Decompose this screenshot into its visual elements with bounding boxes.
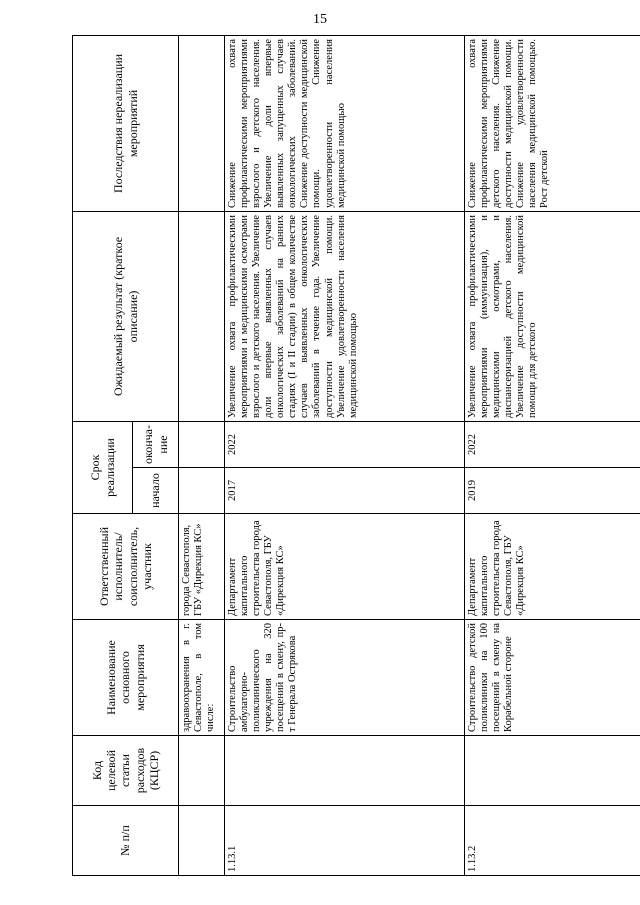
row-num: 1.13.2	[465, 806, 640, 876]
program-measures-table	[72, 35, 640, 876]
row-kcsr	[465, 736, 640, 806]
table-row	[465, 35, 640, 875]
row-num	[179, 806, 225, 876]
row-result	[179, 211, 225, 421]
header-period: Срок реализации	[73, 421, 133, 513]
table-row	[225, 35, 465, 875]
row-consequences	[179, 35, 225, 211]
row-start: 2019	[465, 468, 640, 514]
row-name: здравоохранения в г. Севастополе, в том числе:	[179, 620, 225, 736]
header-end: оконча-ние	[133, 421, 179, 467]
header-kcsr: Код целевой статьи расходов (КЦСР)	[73, 736, 179, 806]
row-num: 1.13.1	[225, 806, 465, 876]
row-end	[179, 421, 225, 467]
row-consequences: Снижение охвата профилактическими мероприятиями взрослого и детского населения. Увеличение доли впервые выявленных запущенных случаев онкологических заболеваний. Снижение доступности медицинской помощи. Снижение удовлетворенности населения медицинской помощью	[225, 35, 465, 211]
header-consequences: Последствия нереализации мероприятий	[73, 35, 179, 211]
row-result: Увеличение охвата профилактическими мероприятиями (иммунизация), и медицинскими осмотрами, и диспансеризацией детского населения. Увеличение доступности медицинской помощи для детского	[465, 211, 640, 421]
row-start	[179, 468, 225, 514]
row-name: Строительство детской поликлиники на 100 посещений в смену на Корабельной стороне	[465, 620, 640, 736]
row-executor: Департамент капитального строительства города Севастополя, ГБУ «Дирекция КС»	[465, 514, 640, 620]
row-consequences: Снижение охвата профилактическими мероприятиями детского населения. Снижение доступности медицинской помощи. Снижение удовлетворенности населения медицинской помощью. Рост детской	[465, 35, 640, 211]
row-executor: города Севастополя, ГБУ «Дирекция КС»	[179, 514, 225, 620]
row-result: Увеличение охвата профилактическими мероприятиями и медицинскими осмотрами взрослого и детского населения. Увеличение доли впервые выявленных случаев онкологических заболеваний на ранних стадиях (I и II стадии) в общем количестве случаев выявленных онкологических заболеваний в течение года. Увеличение доступности медицинской помощи. Увеличение удовлетворенности населения медицинской помощью	[225, 211, 465, 421]
row-kcsr	[225, 736, 465, 806]
header-start: начало	[133, 468, 179, 514]
header-result: Ожидаемый результат (краткое описание)	[73, 211, 179, 421]
row-kcsr	[179, 736, 225, 806]
header-executor: Ответственный исполнитель/ соисполнитель, участник	[73, 514, 179, 620]
table-row	[179, 35, 225, 875]
row-end: 2022	[225, 421, 465, 467]
header-num: № п/п	[73, 806, 179, 876]
row-end: 2022	[465, 421, 640, 467]
header-name: Наименование основного мероприятия	[73, 620, 179, 736]
row-executor: Департамент капитального строительства города Севастополя, ГБУ «Дирекция КС»	[225, 514, 465, 620]
row-name: Строительство амбулаторно-поликлинического учреждения на 320 посещений в смену, пр-т Генерала Острякова	[225, 620, 465, 736]
rotated-table-area	[72, 36, 640, 876]
row-start: 2017	[225, 468, 465, 514]
page-number: 15	[313, 12, 327, 27]
